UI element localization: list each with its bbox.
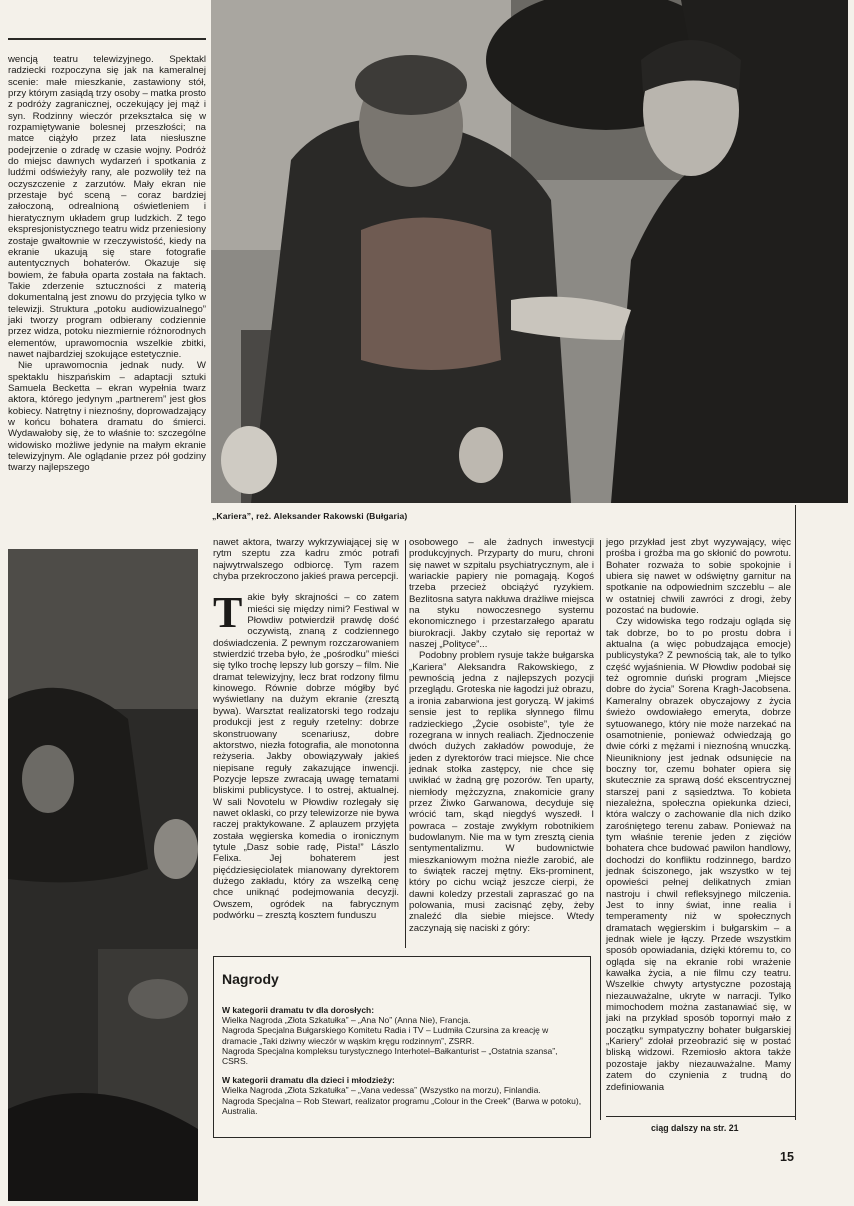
- column-divider: [795, 505, 796, 1120]
- photo-illustration: [211, 0, 848, 503]
- film-still-kariera: [211, 0, 848, 503]
- article-paragraph: Czy widowiska tego rodzaju ogląda się tak dobrze, bo to po prostu dobra i aktualna (a więc pobudzająca emocje) publicystyka? Z pewnością tak, ale to tylko część wyjaśnienia. W Płowdiw podobał się też ogromnie duński program „Miejsce dobre do życia” Sorena Kragh-Jacobsena. Kameralny obrazek obyczajowy z życia świeżo owdowiałego emeryta, dobrze sytuowanego, który nie może narzekać na osamotnienie, ponieważ odwiedzają go dwie córki z mężami i nieznośną wnuczką. Nieunikniony jest jednak odsunięcie na boczny tor, czemu bohater opiera się skutecznie za sprawą dość ekscentrycznej starszej pani z sąsiedztwa. To kobieta niezależna, społeczna opiekunka dzieci, która walczy o zachowanie dla nich dziko zarośniętego terenu zabaw. Ponieważ na tym właśnie terenie jeden z zięciów bohatera chce budować pawilon handlowy, dochodzi do konfliktu rodzinnego, bardzo jednak ściszonego, jak wszystko w tej opowieści pełnej delikatnych zmian nastroju i chwil refleksyjnego milczenia. Jest to inny świat, inne realia i temperamenty niż w społecznych dramatach węgierskim i bułgarskim – a jednak wiele je łączy. Przede wszystkim sposób opowiadania, dzięki któremu to, co ogląda się na ekranie robi wrażenie kawałka życia, a nie filmu czy teatru. Wszelkie chwyty artystyczne pozostają niezauważalne, ukryte w narracji. Tylko mimochodem można zastanawiać się, w jaki na przykład sposób topornyi mało z początku sympatyczny bohater bułgarskiej „Kariery” zdołał przeobrazić się w postać bliską widzowi. Rzemiosło aktora także pozostaje jakby niezauważalne. Mamy zatem do czynienia z trudną do zdefiniowania: [606, 616, 791, 1093]
- awards-list: [222, 1005, 582, 1116]
- awards-box: [213, 956, 591, 1138]
- award-entry: Nagroda Specjalna kompleksu turystycznego Interhotel–Bałkanturist – „Ostatnia szansa”, CSRS.: [222, 1045, 558, 1067]
- article-paragraph: wencją teatru telewizyjnego. Spektakl radziecki rozpoczyna się jak na kameralnej scenie: małe mieszkanie, zastawiony stół, przy którym zasiądą trzy osoby – matka prosto z podróży zagranicznej, oczekujący jej mąż i syn. Rodzinny wieczór przekształca się w rozpamiętywanie bolesnej przeszłości; na matce ciążyło przez lata niesłuszne podejrzenie o zdradę w czasie wojny. Podróż do miejsc dawnych wydarzeń i spotkania z ludźmi odświeżyły rany, ale pozwoliły też na oczyszczenie z zarzutów. Mały ekran nie przestaje być sceną – coraz bardziej załoczoną, odrealnioną oświetleniem i hieratycznym układem grup ludzkich. Z tego ekspresjonistycznego teatru widz przeniesiony zostaje gwałtownie w rzeczywistość, kiedy na ekranie ukazują się stare fotografie autentycznych bohaterów. Okazuje się bowiem, że fabuła oparta została na faktach. Takie zderzenie sztuczności z materią dokumentalną jest znowu do przyjęcia tylko w telewizji. Struktura „potoku audiowizualnego” jaki tworzy program odbierany codziennie przez widza, potoku niezmiernie różnorodnych elementów, uprawomocnia wszelkie zbitki, nawet najbardziej szokujące estetycznie.: [8, 54, 206, 360]
- photo-illustration: [8, 549, 198, 1201]
- column-top-rule: [8, 38, 206, 40]
- awards-section-heading: W kategorii dramatu dla dzieci i młodzieży:: [222, 1075, 395, 1086]
- article-column-1: [8, 54, 206, 474]
- award-entry: Nagroda Specjalna Bułgarskiego Komitetu Radia i TV – Ludmiła Czursina za kreację w dramacie „Taki dziwny wieczór w wąskim kręgu rodzinnym”, ZSRR.: [222, 1025, 549, 1046]
- article-column-3: [409, 537, 594, 934]
- article-paragraph: nawet aktora, twarzy wykrzywiającej się w rytm szeptu zza kadru zmóc potrafi najwytrwalszego odbiorcę. Tym razem chyba przekroczono jakieś prawa percepcji.: [213, 537, 399, 583]
- award-entry: Wielka Nagroda „Złota Szkatułka” – „Ana No” (Anna Nie), Francja.: [222, 1015, 471, 1026]
- photo-caption: „Kariera”, reż. Aleksander Rakowski (Bułgaria): [212, 511, 408, 521]
- article-paragraph: jego przykład jest zbyt wyzywający, więc prośba i groźba ma go skłonić do powrotu. Bohater rozważa to sobie spokojnie i ubiera się nawet w odświętny garnitur na spotkanie na odpowiednim szczeblu – ale w ostatniej chwili zawróci z drogi, żeby pozostać na budowie.: [606, 537, 791, 617]
- film-still-bottom-left: [8, 549, 198, 1201]
- article-text: akie były skrajności – co zatem mieści się między nimi? Festiwal w Płowdiw potwierdził prawdę dość oczywistą, znaną z codziennego doświadczenia. Z pewnym rozczarowaniem stwierdzić trzeba było, że „pośrodku” mieści się tylko trochę lepszy lub gorszy – film. Nie dramat telewizyjny, lecz brat rodzony filmu kinowego. Równie dobrze mógłby być wyświetlany na dużym ekranie (zresztą bywa). Warsztat realizatorski tego rodzaju produkcji jest z reguły rzetelny: dobrze skonstruowany scenariusz, dobre aktorstwo, niezła fotografia, ale monotonna reżyseria. Jakby obowiązywały jakieś niepisane reguły zakazujące inwencji. Pozycje lepsze zwracają uwagę tematami bliskimi publicystyce. I to ostrej, aktualnej. W sali Novotelu w Płowdiw rozlegały się nawet oklaski, co przy telewizorze nie bywa raczej praktykowane. Z aplauzem przyjęta została węgierska komedia o ironicznym tytule „Dasz sobie radę, Pista!” Lászlo Felixa. Jej bohaterem jest pięćdziesięciolatek mianowany dyrektorem dużego zakładu, który za wszelką cenę chce uniknąć podejmowania decyzji. Owszem, ogródek na fabrycznym podwórku – zresztą kosztem funduszu: [213, 592, 399, 921]
- award-entry: Nagroda Specjalna – Rob Stewart, realizator programu „Colour in the Creek” (Barwa w potoku), Australia.: [222, 1095, 582, 1116]
- article-paragraph: Podobny problem rysuje także bułgarska „Kariera” Aleksandra Rakowskiego, z pewnością jedna z najlepszych pozycji przeglądu. Groteska nie łagodzi już obrazu, a ironia zabarwiona jest goryczą. W jakimś sensie jest to replika słynnego filmu radzieckiego „Życie osobiste”, tyle że rozegrana w innych realiach. Zjednoczenie dwóch dużych zakładów powoduje, że jeden z dyrektorów traci miejsce. Nie chce jednak stołka zastępcy, nie chce się uwikłać w żadną grę pozorów. Ten uparty, niemłody mężczyzna, znakomicie grany przez Żiwko Garwanowa, decyduje się wrócić tam, skąd niegdyś wyszedł. I powraca – zostaje zwykłym robotnikiem budowlanym. Nie ma w tym zresztą cienia sentymentalizmu. W budownictwie mieszkaniowym można nieźle zarobić, ale to świątek raczej mętny. Eks-prominent, który po cichu wciąż jeszcze cierpi, że dawni koledzy przestali zapraszać go na polowania, musi zacisnąć zęby, żeby znaleźć dla siebie miejsce. Wtedy zaczynają się naciski z góry:: [409, 650, 594, 934]
- award-entry: Wielka Nagroda „Złota Szkatułka” – „Vana vedessa” (Wszystko na morzu), Finlandia.: [222, 1085, 541, 1096]
- article-column-2: [213, 537, 399, 921]
- column-divider: [600, 540, 601, 1120]
- continued-note: ciąg dalszy na str. 21: [651, 1123, 739, 1133]
- article-paragraph: Nie uprawomocnia jednak nudy. W spektaklu hiszpańskim – adaptacji sztuki Samuela Becketta – ekran wypełnia twarz aktora, którego jedynym „partnerem” jest głos kobiecy. Natrętny i nieznośny, doprowadzający w końcu bohatera dramatu do śmierci. Wydawałoby się, że to właśnie to: szczególne widowisko możliwe jedynie na małym ekranie telewizyjnym. Ale oglądanie przez pół godziny twarzy najlepszego: [8, 360, 207, 474]
- article-column-4: [606, 537, 791, 1093]
- continuation-rule: [606, 1116, 795, 1117]
- article-paragraph: [213, 588, 399, 921]
- column-divider: [405, 540, 406, 948]
- drop-cap: T: [213, 588, 243, 638]
- page-number: 15: [780, 1150, 794, 1164]
- awards-section-heading: W kategorii dramatu tv dla dorosłych:: [222, 1005, 375, 1015]
- awards-title: Nagrody: [222, 971, 279, 987]
- article-paragraph: osobowego – ale żadnych inwestycji produkcyjnych. Przyparty do muru, chroni się nawet w szpitalu psychiatrycznym, ale i wariackie papiery nie pomagają. Kogoś trzeba przecież obciążyć ryzykiem. Bezlitosna satyra nakłuwa drażliwe miejsca na styku nowoczesnego systemu ekonomicznego i przestarzałego aparatu biurokracji. Jakby czytało się reportaż w naszej „Polityce”...: [409, 537, 594, 651]
